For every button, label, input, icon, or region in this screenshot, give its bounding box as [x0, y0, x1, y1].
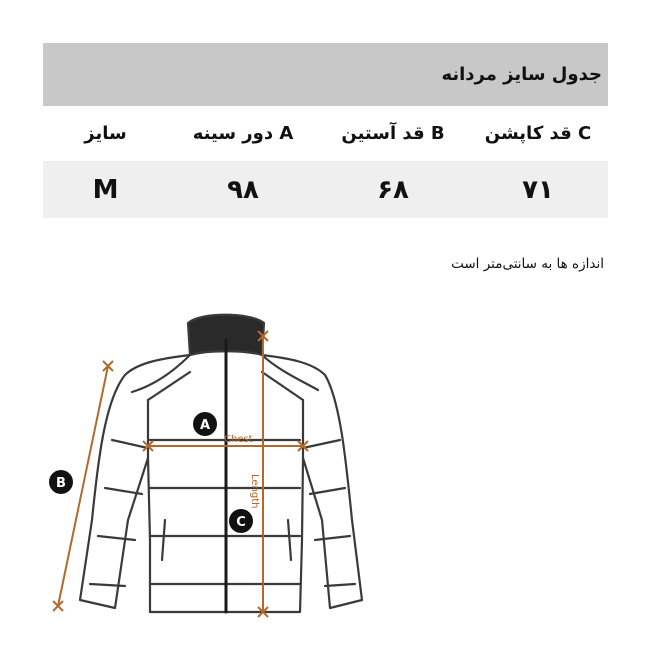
- marker-a-text: A: [199, 418, 211, 433]
- marker-c: [229, 509, 253, 533]
- marker-c-text: C: [236, 515, 246, 530]
- marker-b-text: B: [56, 476, 66, 491]
- header-chest: A دور سینه: [192, 123, 294, 144]
- value-sleeve: ۶۸: [377, 174, 409, 205]
- table-title: جدول سایز مردانه: [441, 64, 602, 85]
- header-sleeve: B قد آستین: [341, 123, 445, 144]
- measure-lines: [53, 331, 308, 617]
- marker-b: [49, 470, 73, 494]
- chest-label: Chest: [224, 434, 253, 445]
- header-size: سایز: [84, 123, 127, 144]
- marker-a: [193, 412, 217, 436]
- units-note: اندازه ها به سانتی‌متر است: [451, 256, 604, 272]
- value-length: ۷۱: [522, 174, 554, 205]
- value-chest: ۹۸: [227, 174, 259, 205]
- value-size: M: [92, 174, 119, 205]
- length-label: Length: [249, 474, 260, 509]
- header-length: C قد کاپشن: [484, 123, 592, 144]
- jacket-outline-icon: [80, 315, 362, 612]
